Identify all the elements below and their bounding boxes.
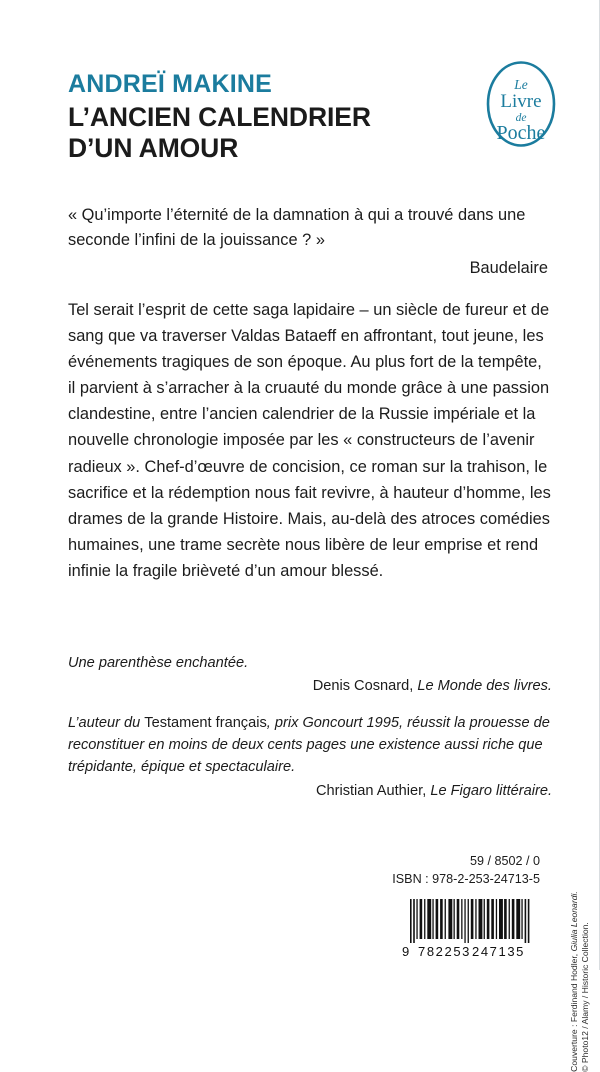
- catalogue-code: 59 / 8502 / 0: [469, 854, 540, 868]
- cover-credit-line-2: © Photo12 / Alamy / Historic Collection.: [580, 922, 591, 1072]
- ean13-barcode: [388, 897, 548, 959]
- press-quote-1-critic: Denis Cosnard,: [312, 678, 418, 695]
- logo-text-de: de: [515, 112, 527, 124]
- cover-credit-artist: Couverture : Ferdinand Hodler,: [569, 951, 580, 1072]
- blurb-block: [68, 297, 552, 584]
- barcode-digit-left: 9: [402, 944, 410, 959]
- press-quote-2-attribution: [68, 780, 552, 802]
- logo-text-poche: Poche: [496, 122, 546, 144]
- epigraph-attribution: Baudelaire: [469, 259, 548, 277]
- isbn-block: [392, 853, 540, 888]
- isbn-number: ISBN : 978-2-253-24713-5: [392, 871, 540, 886]
- press-quote-2-critic: Christian Authier,: [315, 782, 431, 799]
- epigraph-block: [68, 203, 548, 281]
- author-name: ANDREÏ MAKINE: [68, 70, 272, 98]
- press-quote-2: [68, 712, 552, 802]
- book-title: L’ANCIEN CALENDRIER D’UN AMOUR: [68, 102, 371, 163]
- press-quote-1: [68, 652, 552, 697]
- logo-text-livre: Livre: [500, 91, 542, 112]
- epigraph-quote: « Qu’importe l’éternité de la damnation à qui a trouvé dans une seconde l’infini de la jouissance ? »: [68, 206, 526, 249]
- press-quote-2-cited-work: Testament français: [144, 715, 267, 731]
- barcode-digits-right: 247135: [472, 944, 525, 959]
- barcode-digits-middle: 782253: [418, 944, 471, 959]
- cover-header: [68, 70, 550, 164]
- press-quote-1-attribution: [68, 675, 552, 697]
- press-quote-2-publication: Le Figaro littéraire.: [430, 782, 552, 799]
- cover-image-credit: [569, 842, 592, 1072]
- press-quote-2-text-part2: , prix Goncourt 1995, réussit la prouesse de reconstituer en moins de deux cents pages une existence aussi riche que trépidante, épique et spectaculaire.: [68, 715, 550, 776]
- cover-credit-artwork-title: Giulia Leonardi.: [569, 891, 580, 952]
- press-quote-1-text: Une parenthèse enchantée.: [68, 655, 249, 671]
- logo-text-le: Le: [514, 77, 528, 92]
- blurb-text: Tel serait l’esprit de cette saga lapidaire – un siècle de fureur et de sang que va traverser Valdas Bataeff en affrontant, tout jeune, les événements tragiques de son époque. Au plus fort de la tempête, il parvient à s’arracher à la cruauté du monde grâce à une passion clandestine, entre l’ancien calendrier de la Russie impériale et la nouvelle chronologie imposée par les « constructeurs de l’avenir radieux ». Chef-d’œuvre de concision, ce roman sur la trahison, le sacrifice et la rédemption nous fait revivre, à hauteur d’homme, les drames de la grande Histoire. Mais, au-delà des atroces comédies humaines, une trame secrète nous libère de leur emprise et rend infinie la fragile brièveté d’un amour blessé.: [68, 301, 551, 580]
- publisher-logo-le-livre-de-poche: [482, 58, 560, 150]
- cover-credit-line-1: [569, 842, 580, 1072]
- press-quote-2-text-part1: L’auteur du: [68, 715, 145, 731]
- press-quote-1-publication: Le Monde des livres.: [417, 678, 552, 695]
